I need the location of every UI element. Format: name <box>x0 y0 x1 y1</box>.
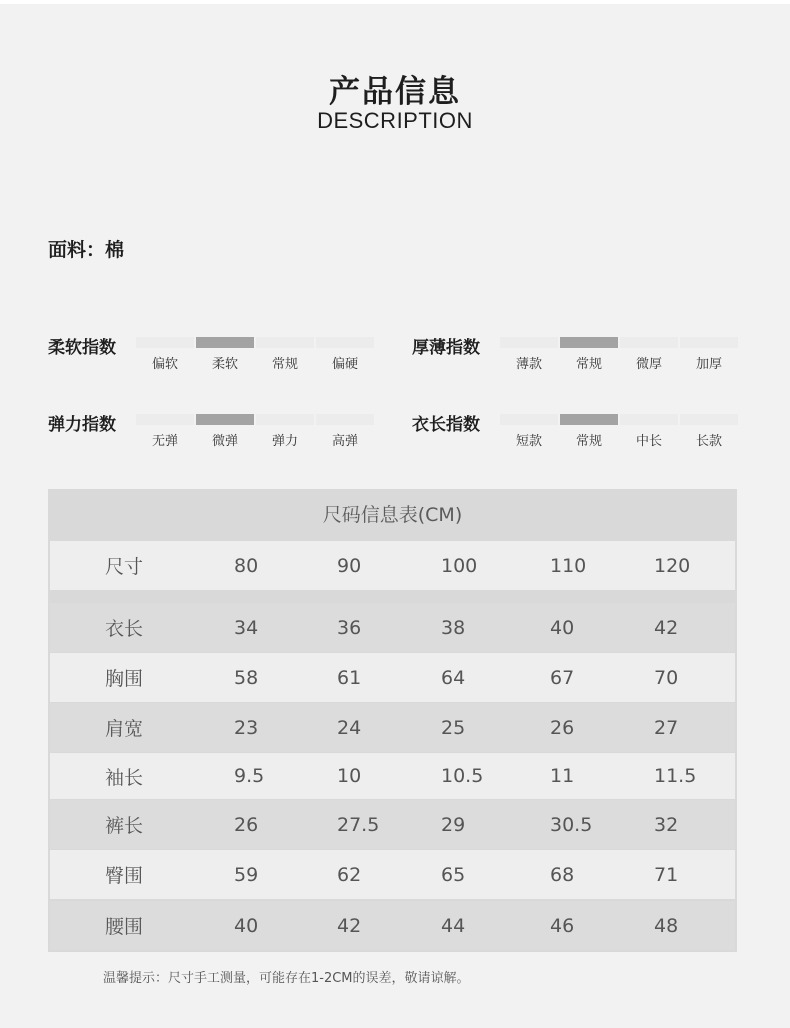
table-cell: 44 <box>441 914 466 937</box>
table-row <box>50 753 735 799</box>
scale-indicator <box>680 414 738 425</box>
scale-option <box>316 333 376 373</box>
scale-indicator <box>620 337 678 348</box>
table-cell: 40 <box>550 616 575 639</box>
table-cell: 71 <box>654 863 679 886</box>
table-cell: 68 <box>550 863 575 886</box>
table-row <box>50 603 735 652</box>
table-cell: 23 <box>234 716 259 739</box>
table-header-row <box>50 541 735 590</box>
scale-label: 短款 <box>515 434 542 449</box>
row-label: 臀围 <box>105 865 144 887</box>
table-cell: 58 <box>234 666 259 689</box>
table-cell: 30.5 <box>550 813 593 836</box>
table-cell: 42 <box>337 914 362 937</box>
table-row <box>50 653 735 702</box>
index-scale <box>500 410 740 450</box>
page-subtitle: DESCRIPTION <box>317 108 473 133</box>
scale-option <box>560 333 620 373</box>
scale-label: 常规 <box>575 357 602 372</box>
table-cell: 34 <box>234 616 259 639</box>
scale-label: 无弹 <box>151 434 178 449</box>
scale-option <box>560 410 620 450</box>
scale-indicator <box>196 414 254 425</box>
table-cell: 27 <box>654 716 679 739</box>
scale-label: 微弹 <box>211 434 238 449</box>
footnote: 温馨提示：尺寸手工测量，可能存在1-2CM的误差，敬请谅解。 <box>103 971 470 986</box>
table-cell: 120 <box>654 554 691 577</box>
table-title: 尺码信息表(CM) <box>322 504 463 526</box>
scale-indicator <box>560 414 618 425</box>
scale-indicator <box>620 414 678 425</box>
table-cell: 27.5 <box>337 813 380 836</box>
table-cell: 26 <box>234 813 259 836</box>
scale-label: 弹力 <box>271 434 298 449</box>
scale-label: 柔软 <box>211 357 238 372</box>
scale-option <box>256 333 316 373</box>
table-cell: 9.5 <box>234 765 265 787</box>
scale-label: 偏硬 <box>331 357 358 372</box>
index-title: 柔软指数 <box>48 338 116 358</box>
table-row <box>50 800 735 849</box>
scale-label: 长款 <box>695 434 722 449</box>
row-label: 肩宽 <box>105 718 144 740</box>
scale-indicator <box>136 414 194 425</box>
index-title: 厚薄指数 <box>412 338 480 358</box>
table-cell: 32 <box>654 813 679 836</box>
scale-option <box>316 410 376 450</box>
table-cell: 26 <box>550 716 575 739</box>
index-title: 衣长指数 <box>412 415 480 435</box>
scale-label: 加厚 <box>695 357 722 372</box>
scale-indicator <box>680 337 738 348</box>
scale-option <box>620 410 680 450</box>
scale-option <box>500 410 560 450</box>
table-cell: 90 <box>337 554 362 577</box>
table-cell: 10 <box>337 765 362 787</box>
scale-label: 常规 <box>271 357 298 372</box>
index-scale <box>500 333 740 373</box>
scale-indicator <box>316 414 374 425</box>
index-scale <box>136 333 376 373</box>
top-border <box>0 0 790 4</box>
row-label: 衣长 <box>105 618 144 640</box>
table-cell: 70 <box>654 666 679 689</box>
scale-indicator <box>316 337 374 348</box>
scale-option <box>136 333 196 373</box>
table-cell: 25 <box>441 716 466 739</box>
scale-indicator <box>500 414 558 425</box>
table-cell: 24 <box>337 716 362 739</box>
page-title: 产品信息 <box>329 74 461 110</box>
row-label: 腰围 <box>105 916 144 938</box>
scale-indicator <box>136 337 194 348</box>
table-cell: 80 <box>234 554 259 577</box>
table-cell: 64 <box>441 666 466 689</box>
table-cell: 67 <box>550 666 575 689</box>
table-cell: 110 <box>550 554 587 577</box>
table-row <box>50 901 735 950</box>
table-cell: 61 <box>337 666 362 689</box>
length-index <box>412 410 782 460</box>
table-cell: 42 <box>654 616 679 639</box>
table-row <box>50 850 735 899</box>
elasticity-index <box>48 410 418 460</box>
scale-option <box>680 333 740 373</box>
thickness-index <box>412 333 782 383</box>
row-label: 尺寸 <box>105 556 144 578</box>
table-cell: 38 <box>441 616 466 639</box>
table-cell: 29 <box>441 813 466 836</box>
scale-label: 偏软 <box>151 357 178 372</box>
table-cell: 62 <box>337 863 362 886</box>
row-label: 袖长 <box>105 766 144 789</box>
scale-label: 中长 <box>635 434 662 449</box>
scale-label: 常规 <box>575 434 602 449</box>
scale-indicator <box>500 337 558 348</box>
table-row <box>50 703 735 752</box>
row-label: 胸围 <box>105 668 144 690</box>
scale-option <box>136 410 196 450</box>
scale-label: 薄款 <box>515 357 542 372</box>
scale-option <box>680 410 740 450</box>
index-title: 弹力指数 <box>48 415 116 435</box>
scale-indicator <box>196 337 254 348</box>
index-scale <box>136 410 376 450</box>
table-cell: 100 <box>441 554 478 577</box>
table-cell: 65 <box>441 863 466 886</box>
scale-option <box>620 333 680 373</box>
scale-option <box>196 333 256 373</box>
scale-label: 微厚 <box>635 357 662 372</box>
row-label: 裤长 <box>105 815 144 837</box>
scale-indicator <box>560 337 618 348</box>
size-table <box>48 489 737 952</box>
table-cell: 11.5 <box>654 765 697 787</box>
scale-indicator <box>256 337 314 348</box>
table-cell: 10.5 <box>441 765 484 787</box>
table-cell: 48 <box>654 914 679 937</box>
table-cell: 59 <box>234 863 259 886</box>
table-cell: 46 <box>550 914 575 937</box>
scale-label: 高弹 <box>331 434 358 449</box>
softness-index <box>48 333 418 383</box>
scale-indicator <box>256 414 314 425</box>
table-cell: 40 <box>234 914 259 937</box>
scale-option <box>256 410 316 450</box>
fabric-label: 面料：棉 <box>48 239 125 261</box>
table-cell: 36 <box>337 616 362 639</box>
scale-option <box>196 410 256 450</box>
scale-option <box>500 333 560 373</box>
table-cell: 11 <box>550 765 575 787</box>
